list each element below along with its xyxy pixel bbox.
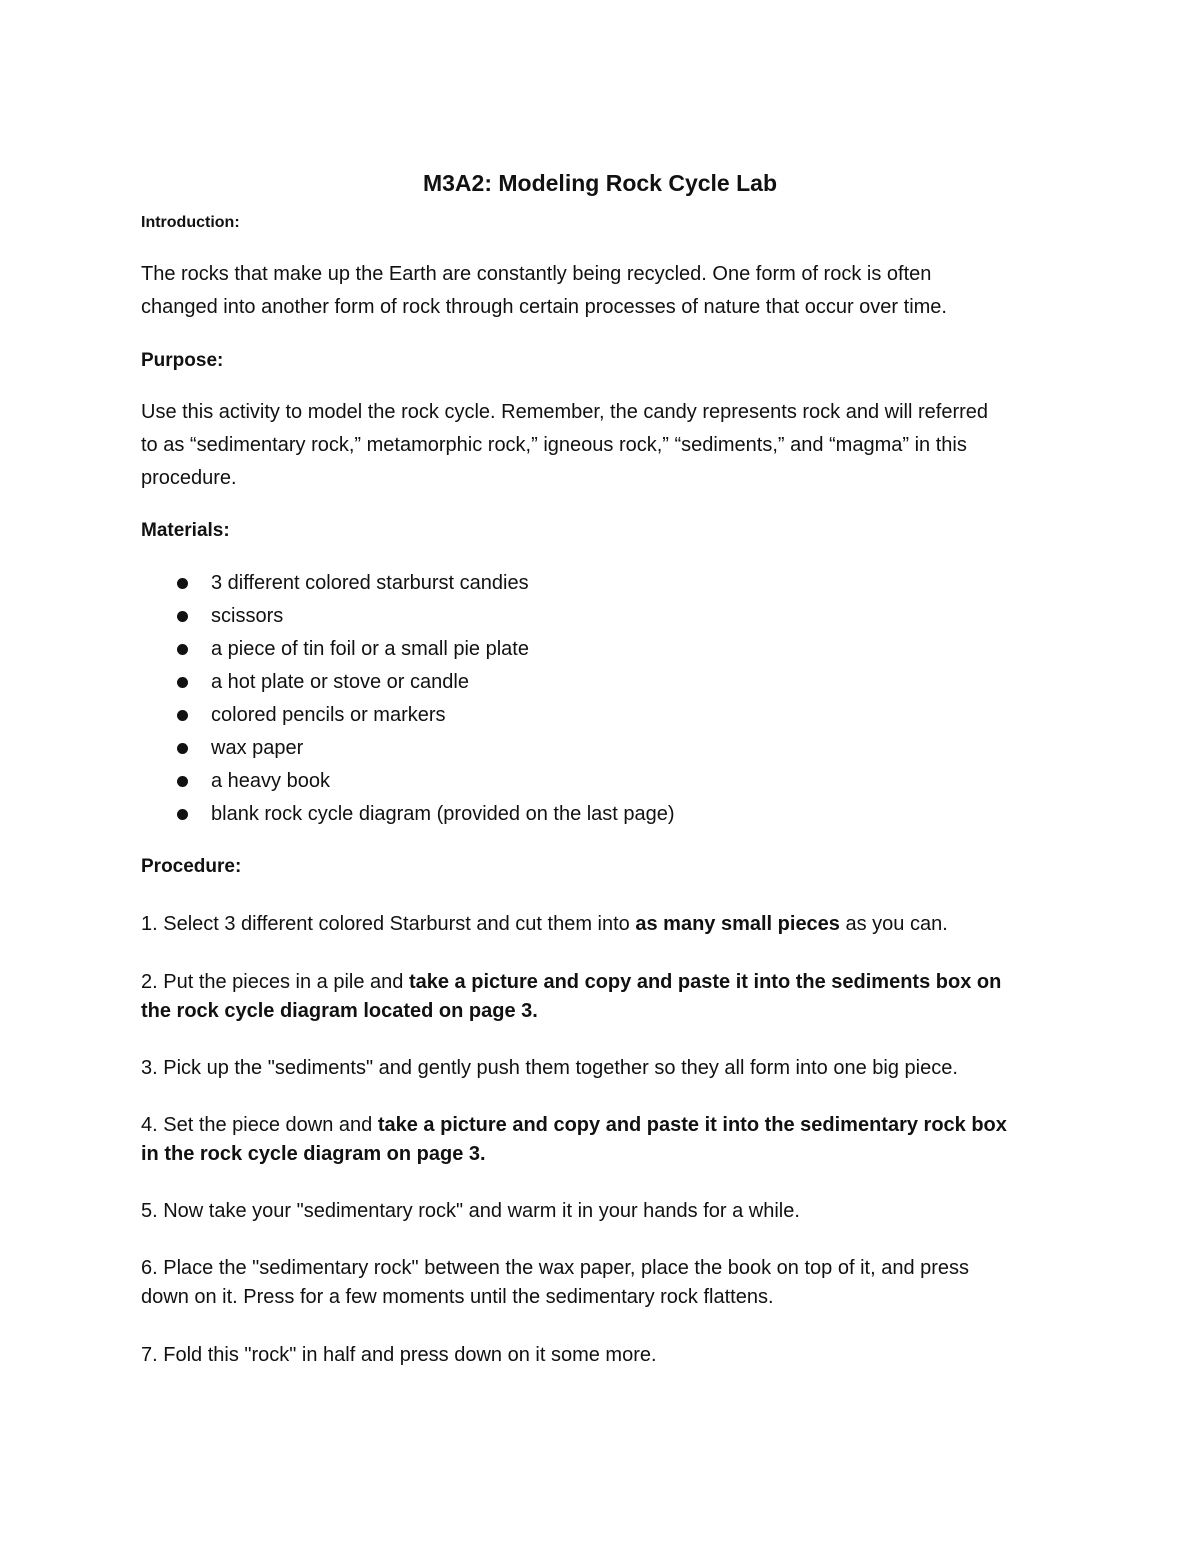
list-item: blank rock cycle diagram (provided on the last page) — [141, 798, 1071, 831]
materials-list-container — [141, 567, 1071, 831]
procedure-step-4: 4. Set the piece down and take a picture and copy and paste it into the sedimentary rock box in the rock cycle diagram on page 3. — [141, 1114, 1007, 1165]
bullet-icon — [177, 809, 188, 820]
purpose-line: procedure. — [141, 467, 237, 489]
bullet-icon — [177, 677, 188, 688]
introduction-line: The rocks that make up the Earth are constantly being recycled. One form of rock is often — [141, 263, 932, 285]
bullet-icon — [177, 776, 188, 787]
introduction-label: Introduction: — [141, 214, 240, 231]
procedure-step-5: 5. Now take your "sedimentary rock" and warm it in your hands for a while. — [141, 1200, 800, 1222]
purpose-label: Purpose: — [141, 350, 224, 371]
purpose-line: Use this activity to model the rock cycle. Remember, the candy represents rock and will referred — [141, 401, 989, 423]
page-title: M3A2: Modeling Rock Cycle Lab — [422, 170, 777, 196]
purpose-text — [141, 396, 1071, 495]
bullet-icon — [177, 578, 188, 589]
procedure-step-1: 1. Select 3 different colored Starburst and cut them into as many small pieces as you can. — [141, 913, 948, 935]
list-item: a hot plate or stove or candle — [141, 666, 1071, 699]
list-item: 3 different colored starburst candies — [141, 567, 1071, 600]
materials-label: Materials: — [141, 520, 230, 541]
bullet-icon — [177, 611, 188, 622]
list-item: scissors — [141, 600, 1071, 633]
list-item: a heavy book — [141, 765, 1071, 798]
list-item: wax paper — [141, 732, 1071, 765]
procedure-step-7: 7. Fold this "rock" in half and press down on it some more. — [141, 1344, 657, 1366]
purpose-line: to as “sedimentary rock,” metamorphic rock,” igneous rock,” “sediments,” and “magma” in this — [141, 434, 967, 456]
procedure-step-3: 3. Pick up the "sediments" and gently push them together so they all form into one big piece. — [141, 1057, 958, 1079]
bullet-icon — [177, 644, 188, 655]
introduction-line: changed into another form of rock through certain processes of nature that occur over time. — [141, 296, 947, 318]
list-item: a piece of tin foil or a small pie plate — [141, 633, 1071, 666]
bullet-icon — [177, 710, 188, 721]
bullet-icon — [177, 743, 188, 754]
procedure-step-6: 6. Place the "sedimentary rock" between the wax paper, place the book on top of it, and press down on it. Press for a few moments until the sedimentary rock flattens. — [141, 1257, 970, 1308]
procedure-step-2: 2. Put the pieces in a pile and take a picture and copy and paste it into the sediments box on the rock cycle diagram located on page 3. — [141, 971, 1002, 1022]
procedure-label: Procedure: — [141, 856, 242, 877]
introduction-text — [141, 258, 1071, 324]
list-item: colored pencils or markers — [141, 699, 1071, 732]
materials-list — [141, 567, 1071, 831]
